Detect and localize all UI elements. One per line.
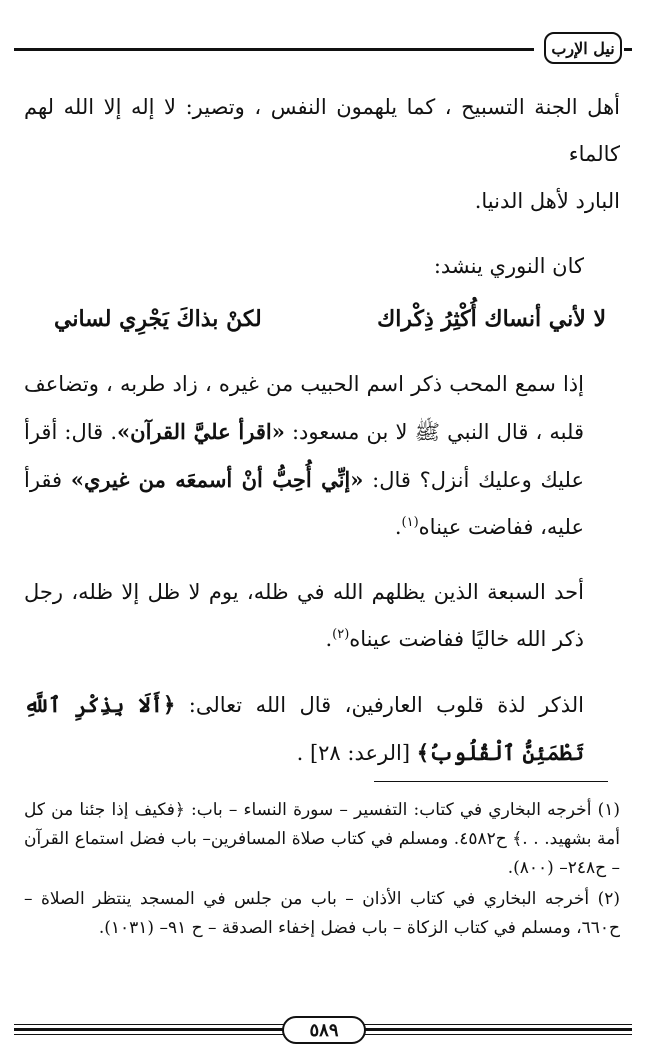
footnote-ref-1: (١) bbox=[401, 515, 419, 530]
header-rule bbox=[14, 48, 534, 51]
paragraph-2: كان النوري ينشد: bbox=[433, 254, 584, 278]
running-title: نيل الإرب bbox=[544, 32, 622, 64]
footnote-2: (٢) أخرجه البخاري في كتاب الأذان – باب من جلس في المسجد ينتظر الصلاة – ح٦٦٠، ومسلم في كتاب الزكاة – باب فضل إخفاء الصدقة – ح ٩١– (١٠٣١). bbox=[24, 889, 620, 938]
poem-verse bbox=[24, 296, 620, 343]
paragraph-3-text-end: فقرأ عليه، ففاضت عيناه bbox=[24, 468, 584, 539]
paragraph-1 bbox=[24, 84, 620, 225]
poem-hemistich-right: لا لأني أنساك أُكْثِرُ ذِكْراك bbox=[377, 306, 606, 332]
hadith-quote-2: «إنِّي أُحِبُّ أنْ أسمعَه من غيري» bbox=[70, 467, 364, 492]
header-rule-end bbox=[624, 48, 632, 51]
footnote-ref-2: (٢) bbox=[332, 627, 350, 642]
page-number: ٥٨٩ bbox=[282, 1016, 366, 1044]
paragraph-4-text: أحد السبعة الذين يظلهم الله في ظله، يوم لا ظل إلا ظله، رجل ذكر الله خاليًا ففاضت عيناه bbox=[24, 580, 584, 651]
footnotes bbox=[24, 796, 620, 945]
quran-verse: ﴿أَلَا بِذِكْرِ ٱللَّهِ تَطْمَئِنُّ ٱلْقُلُوبُ﴾ bbox=[24, 692, 584, 765]
verse-reference: [الرعد: ٢٨] . bbox=[296, 741, 417, 765]
paragraph-3-text-start: إذا سمع المحب ذكر اسم الحبيب من غيره ، زاد طربه ، وتضاعف قلبه ، قال النبي ﷺ لا بن مسعود: bbox=[24, 372, 585, 444]
paragraph-1-line-2: البارد لأهل الدنيا. bbox=[474, 189, 620, 213]
footnote-separator bbox=[374, 781, 608, 782]
poem-hemistich-left: لكنْ بذاكَ يَجْرِي لساني bbox=[54, 306, 262, 332]
paragraph-1-line-1: أهل الجنة التسبيح ، كما يلهمون النفس ، وتصير: لا إله إلا الله لهم كالماء bbox=[24, 95, 620, 166]
main-text bbox=[24, 84, 620, 777]
paragraph-5-text-start: الذكر لذة قلوب العارفين، قال الله تعالى: bbox=[175, 693, 585, 717]
paragraph-3-text-mid: . قال: أقرأ عليك وعليك أنزل؟ قال: bbox=[24, 420, 584, 492]
paragraph-3: إذا سمع المحب ذكر اسم الحبيب من غيره ، زاد طربه ، وتضاعف قلبه ، قال النبي ﷺ لا بن مسعود: «اقرأ عليَّ القرآن». قال: أقرأ عليك وعليك أنزل؟ قال: «إنِّي أُحِبُّ أنْ أسمعَه من غيري» فقرأ عليه، ففاضت عيناه$^{(١)}$. bbox=[24, 372, 585, 539]
paragraph-4: أحد السبعة الذين يظلهم الله في ظله، يوم لا ظل إلا ظله، رجل ذكر الله خاليًا ففاضت عيناه$^{(٢)}$. bbox=[24, 580, 584, 651]
page-header bbox=[14, 30, 632, 70]
paragraph-5 bbox=[24, 681, 620, 777]
hadith-quote-1: «اقرأ عليَّ القرآن» bbox=[117, 419, 285, 444]
footnote-1: (١) أخرجه البخاري في كتاب: التفسير – سورة النساء – باب: ﴿فكيف إذا جئنا من كل أمة بشهيد. . .﴾ ح٤٥٨٢. ومسلم في كتاب صلاة المسافرين– باب فضل استماع القرآن – ح٢٤٨– (٨٠٠). bbox=[24, 800, 620, 878]
page-footer bbox=[14, 1012, 632, 1048]
